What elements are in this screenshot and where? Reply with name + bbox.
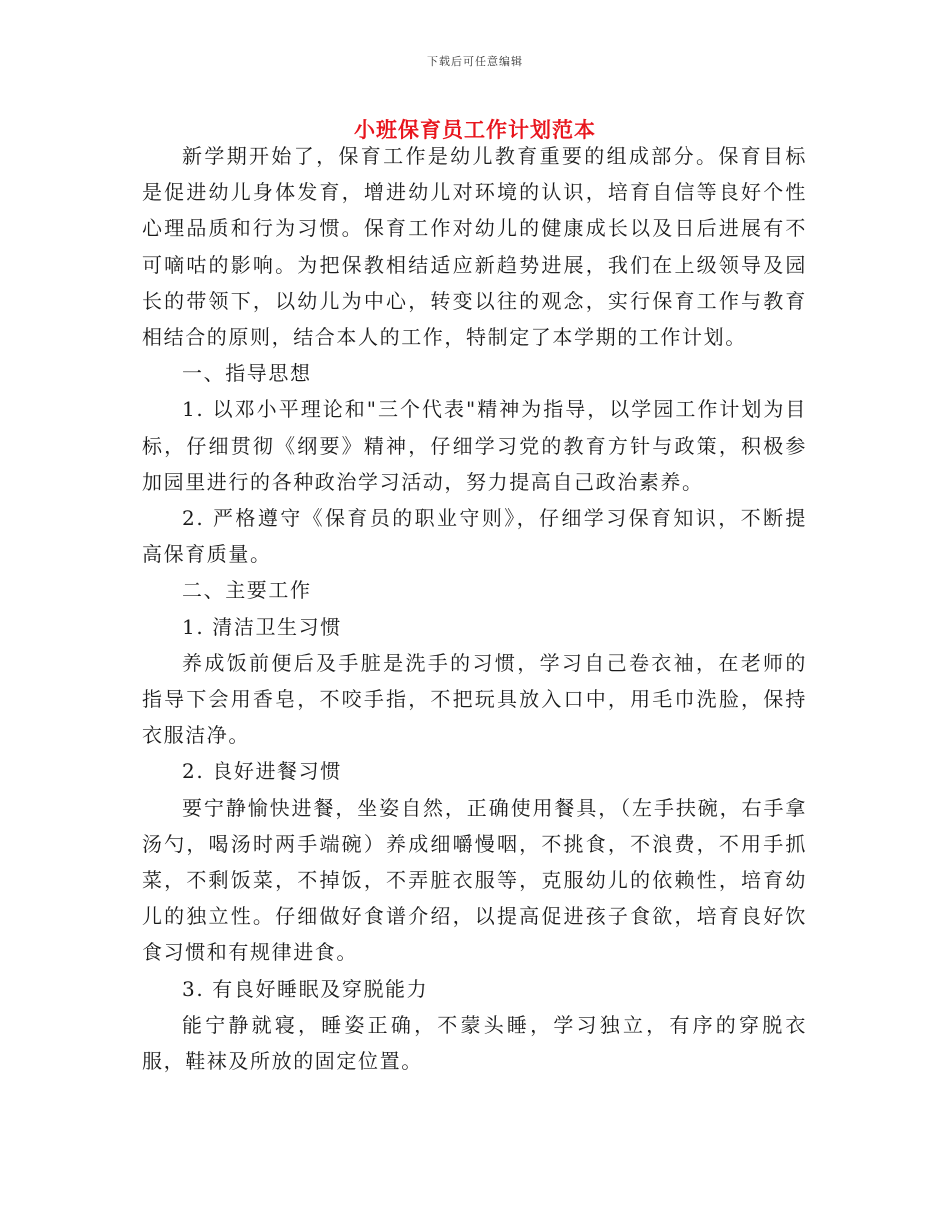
subheading-hygiene-habits: 1. 清洁卫生习惯 [182,614,342,639]
intro-paragraph: 新学期开始了，保育工作是幼儿教育重要的组成部分。保育目标是促进幼儿身体发育，增进幼儿对环境的认识，培育自信等良好个性心理品质和行为习惯。保育工作对幼儿的健康成长以及日后进展有不可嘀咕的影响。为把保教相结适应新趋势进展，我们在上级领导及园长的带领下，以幼儿为中心，转变以往的观念，实行保育工作与教育相结合的原则，结合本人的工作，特制定了本学期的工作计划。 [142,144,807,350]
paragraph-hygiene-habits: 养成饭前便后及手脏是洗手的习惯，学习自己卷衣袖，在老师的指导下会用香皂，不咬手指，不把玩具放入口中，用毛巾洗脸，保持衣服洁净。 [142,650,807,748]
document-body [142,138,807,1079]
subheading-sleep-dressing: 3. 有良好睡眠及穿脱能力 [182,976,429,1001]
document-title: 小班保育员工作计划范本 [354,117,596,142]
subheading-eating-habits: 2. 良好进餐习惯 [182,759,342,784]
paragraph-eating-habits: 要宁静愉快进餐，坐姿自然，正确使用餐具，（左手扶碗，右手拿汤勺，喝汤时两手端碗）养成细嚼慢咽，不挑食，不浪费，不用手抓菜，不剩饭菜，不掉饭，不弄脏衣服等，克服幼儿的依赖性，培育幼儿的独立性。仔细做好食谱介绍，以提高促进孩子食欲，培育良好饮食习惯和有规律进食。 [142,795,807,965]
paragraph-sleep-dressing: 能宁静就寝，睡姿正确，不蒙头睡，学习独立，有序的穿脱衣服，鞋袜及所放的固定位置。 [142,1012,807,1074]
section-heading-main-work: 二、主要工作 [182,578,312,603]
paragraph-guiding-item-1: 1. 以邓小平理论和"三个代表"精神为指导，以学园工作计划为目标，仔细贯彻《纲要》精神，仔细学习党的教育方针与政策，积极参加园里进行的各种政治学习活动，努力提高自己政治素养。 [142,397,807,494]
section-heading-guiding-ideology: 一、指导思想 [182,361,312,386]
header-note: 下载后可任意编辑 [427,55,523,68]
paragraph-guiding-item-2: 2. 严格遵守《保育员的职业守则》，仔细学习保育知识，不断提高保育质量。 [142,506,807,567]
